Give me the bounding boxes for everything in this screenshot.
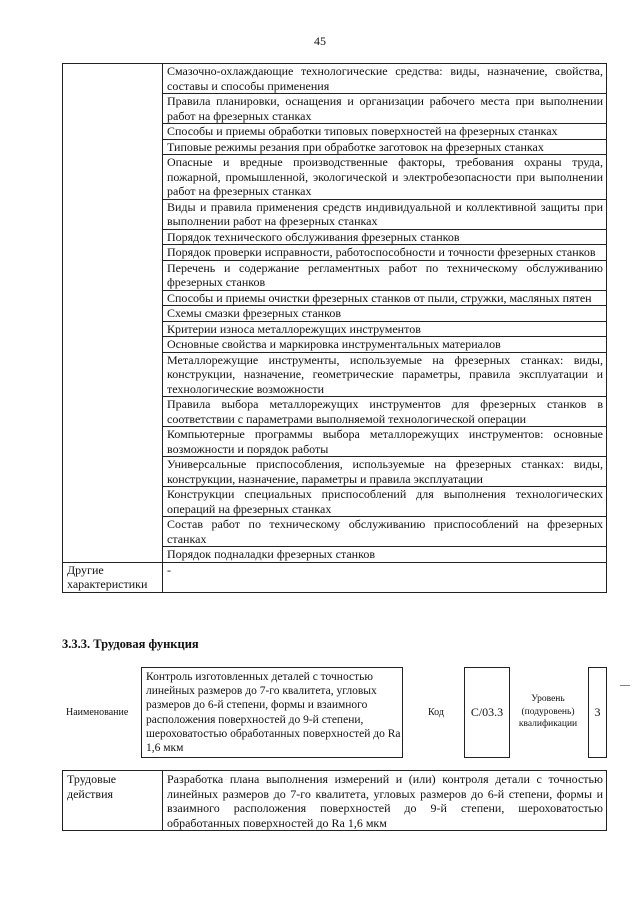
level-value: 3 [594, 705, 601, 719]
actions-label: Трудовые действия [63, 771, 163, 831]
knowledge-item: Конструкции специальных приспособлений для выполнения технологических операций на фрезерных станках [163, 487, 607, 517]
knowledge-item: Перечень и содержание регламентных работ по техническому обслуживанию фрезерных станков [163, 260, 607, 290]
page-number: 45 [314, 34, 326, 48]
section-heading: 3.3.3. Трудовая функция [62, 637, 199, 651]
code-value: C/03.3 [470, 705, 504, 719]
knowledge-item: Порядок технического обслуживания фрезерных станков [163, 229, 607, 245]
table-row [63, 562, 607, 592]
knowledge-item: Порядок проверки исправности, работоспособности и точности фрезерных станков [163, 245, 607, 261]
table-row [63, 771, 607, 831]
empty-label-cell [63, 64, 163, 563]
knowledge-item: Состав работ по техническому обслуживанию приспособлений на фрезерных станках [163, 517, 607, 547]
knowledge-item: Смазочно-охлаждающие технологические средства: виды, назначение, свойства, составы и способы применения [163, 64, 607, 94]
knowledge-item: Порядок подналадки фрезерных станков [163, 547, 607, 563]
knowledge-item: Типовые режимы резания при обработке заготовок на фрезерных станках [163, 139, 607, 155]
code-label: Код [428, 707, 444, 718]
knowledge-item: Опасные и вредные производственные факторы, требования охраны труда, пожарной, промышленной, экологической и электробезопасности при выполнении работ на фрезерных станках [163, 155, 607, 200]
knowledge-item: Схемы смазки фрезерных станков [163, 306, 607, 322]
knowledge-item: Правила планировки, оснащения и организации рабочего места при выполнении работ на фрезерных станках [163, 94, 607, 124]
level-box [588, 667, 607, 758]
name-label: Наименование [66, 707, 129, 718]
knowledge-item: Способы и приемы обработки типовых поверхностей на фрезерных станках [163, 124, 607, 140]
function-name-box: Контроль изготовленных деталей с точностью линейных размеров до 7-го квалитета, угловых размеров до 6-й степени, формы и взаимного расположения поверхностей до 9-й степени, шероховатостью обработанных поверхностей до Ra 1,6 мкм [141, 667, 403, 758]
margin-mark: — [620, 680, 630, 691]
knowledge-item: Способы и приемы очистки фрезерных станков от пыли, стружки, масляных пятен [163, 290, 607, 306]
knowledge-item: Металлорежущие инструменты, используемые на фрезерных станках: виды, конструкции, назначение, геометрические параметры, правила эксплуатации и технологические возможности [163, 352, 607, 397]
knowledge-item: Универсальные приспособления, используемые на фрезерных станках: виды, конструкции, назначение, параметры и правила эксплуатации [163, 457, 607, 487]
knowledge-item: Компьютерные программы выбора металлорежущих инструментов: основные возможности и порядок работы [163, 427, 607, 457]
code-box [464, 667, 510, 758]
actions-table [62, 770, 607, 831]
knowledge-table [62, 63, 607, 593]
actions-value: Разработка плана выполнения измерений и (или) контроля детали с точностью линейных размеров до 7-го квалитета, угловых размеров до 6-й степени, формы и взаимного расположения поверхностей до 9-й степени, шероховатостью обработанных поверхностей до Ra 1,6 мкм [163, 771, 607, 831]
other-label: Другие характеристики [63, 562, 163, 592]
knowledge-item: Критерии износа металлорежущих инструментов [163, 321, 607, 337]
table-row [63, 64, 607, 94]
knowledge-item: Виды и правила применения средств индивидуальной и коллективной защиты при выполнении работ на фрезерных станках [163, 199, 607, 229]
other-value: - [163, 562, 607, 592]
knowledge-item: Правила выбора металлорежущих инструментов для фрезерных станков в соответствии с параметрами выполняемой технологической операции [163, 397, 607, 427]
level-label: Уровень (подуровень) квалификации [518, 694, 578, 729]
knowledge-item: Основные свойства и маркировка инструментальных материалов [163, 337, 607, 353]
